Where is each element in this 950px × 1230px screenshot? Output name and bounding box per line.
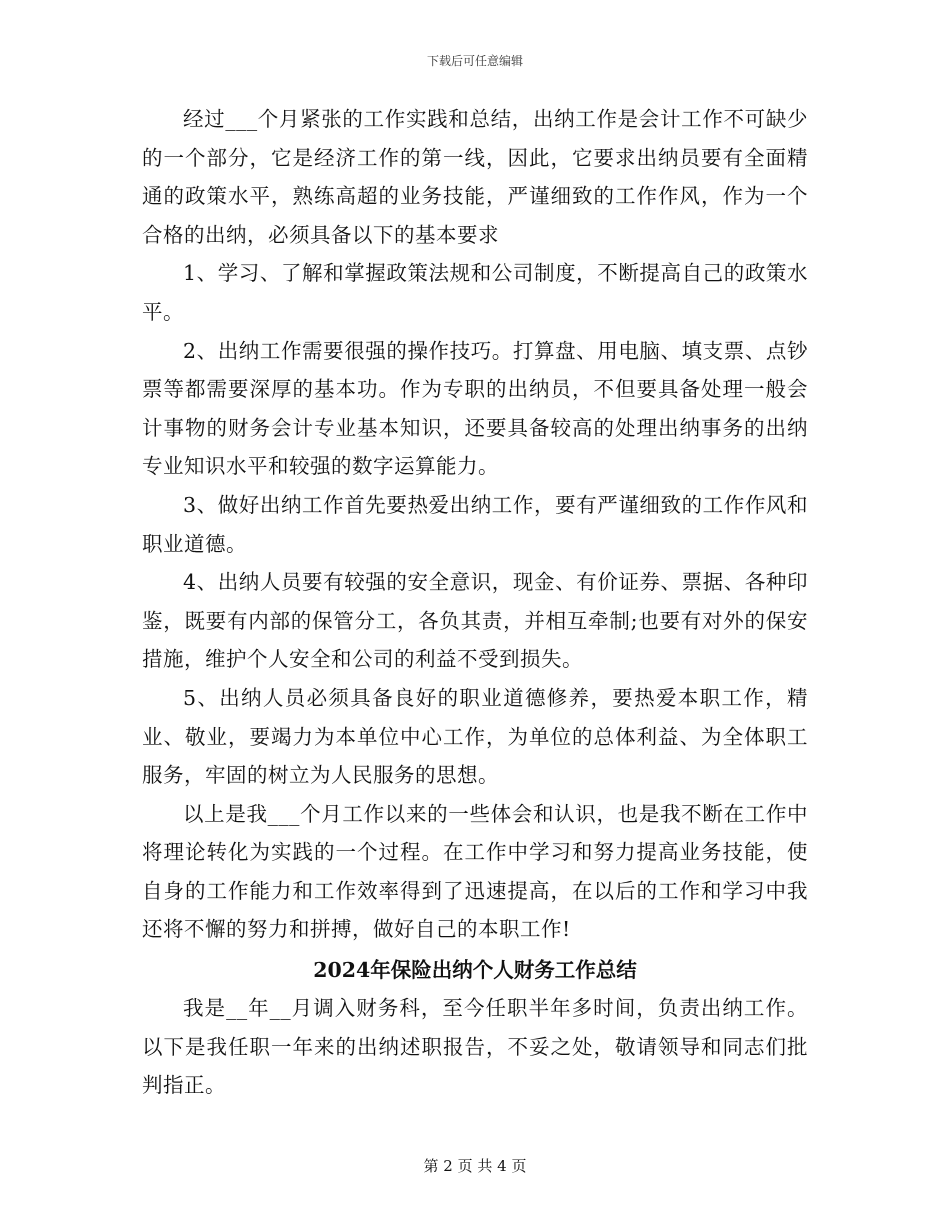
paragraph-section-intro: 我是__年__月调入财务科，至今任职半年多时间，负责出纳工作。以下是我任职一年来的出纳述职报告，不妥之处，敬请领导和同志们批判指正。 — [142, 996, 808, 1098]
document-body — [142, 100, 808, 1105]
page-footer: 第 2 页 共 4 页 — [423, 1157, 527, 1175]
paragraph-intro: 经过___个月紧张的工作实践和总结，出纳工作是会计工作不可缺少的一个部分，它是经济工作的第一线，因此，它要求出纳员要有全面精通的政策水平，熟练高超的业务技能，严谨细致的工作作风，作为一个合格的出纳，必须具备以下的基本要求 — [142, 107, 808, 247]
paragraph-item-4: 4、出纳人员要有较强的安全意识，现金、有价证券、票据、各种印鉴，既要有内部的保管分工，各负其责，并相互牵制;也要有对外的保安措施，维护个人安全和公司的利益不受到损失。 — [142, 570, 808, 672]
section-title: 2024年保险出纳个人财务工作总结 — [313, 958, 637, 983]
paragraph-item-2: 2、出纳工作需要很强的操作技巧。打算盘、用电脑、填支票、点钞票等都需要深厚的基本功。作为专职的出纳员，不但要具备处理一般会计事物的财务会计专业基本知识，还要具备较高的处理出纳事务的出纳专业知识水平和较强的数字运算能力。 — [142, 338, 808, 479]
paragraph-item-5: 5、出纳人员必须具备良好的职业道德修养，要热爱本职工作，精业、敬业，要竭力为本单位中心工作，为单位的总体利益、为全体职工服务，牢固的树立为人民服务的思想。 — [142, 685, 808, 788]
paragraph-item-1: 1、学习、了解和掌握政策法规和公司制度，不断提高自己的政策水平。 — [142, 261, 808, 324]
paragraph-item-3: 3、做好出纳工作首先要热爱出纳工作，要有严谨细致的工作作风和职业道德。 — [142, 492, 808, 556]
page-header: 下载后可任意编辑 — [426, 54, 523, 68]
paragraph-conclusion: 以上是我___个月工作以来的一些体会和认识，也是我不断在工作中将理论转化为实践的一个过程。在工作中学习和努力提高业务技能，使自身的工作能力和工作效率得到了迅速提高，在以后的工作和学习中我还将不懈的努力和拼搏，做好自己的本职工作! — [142, 801, 808, 942]
